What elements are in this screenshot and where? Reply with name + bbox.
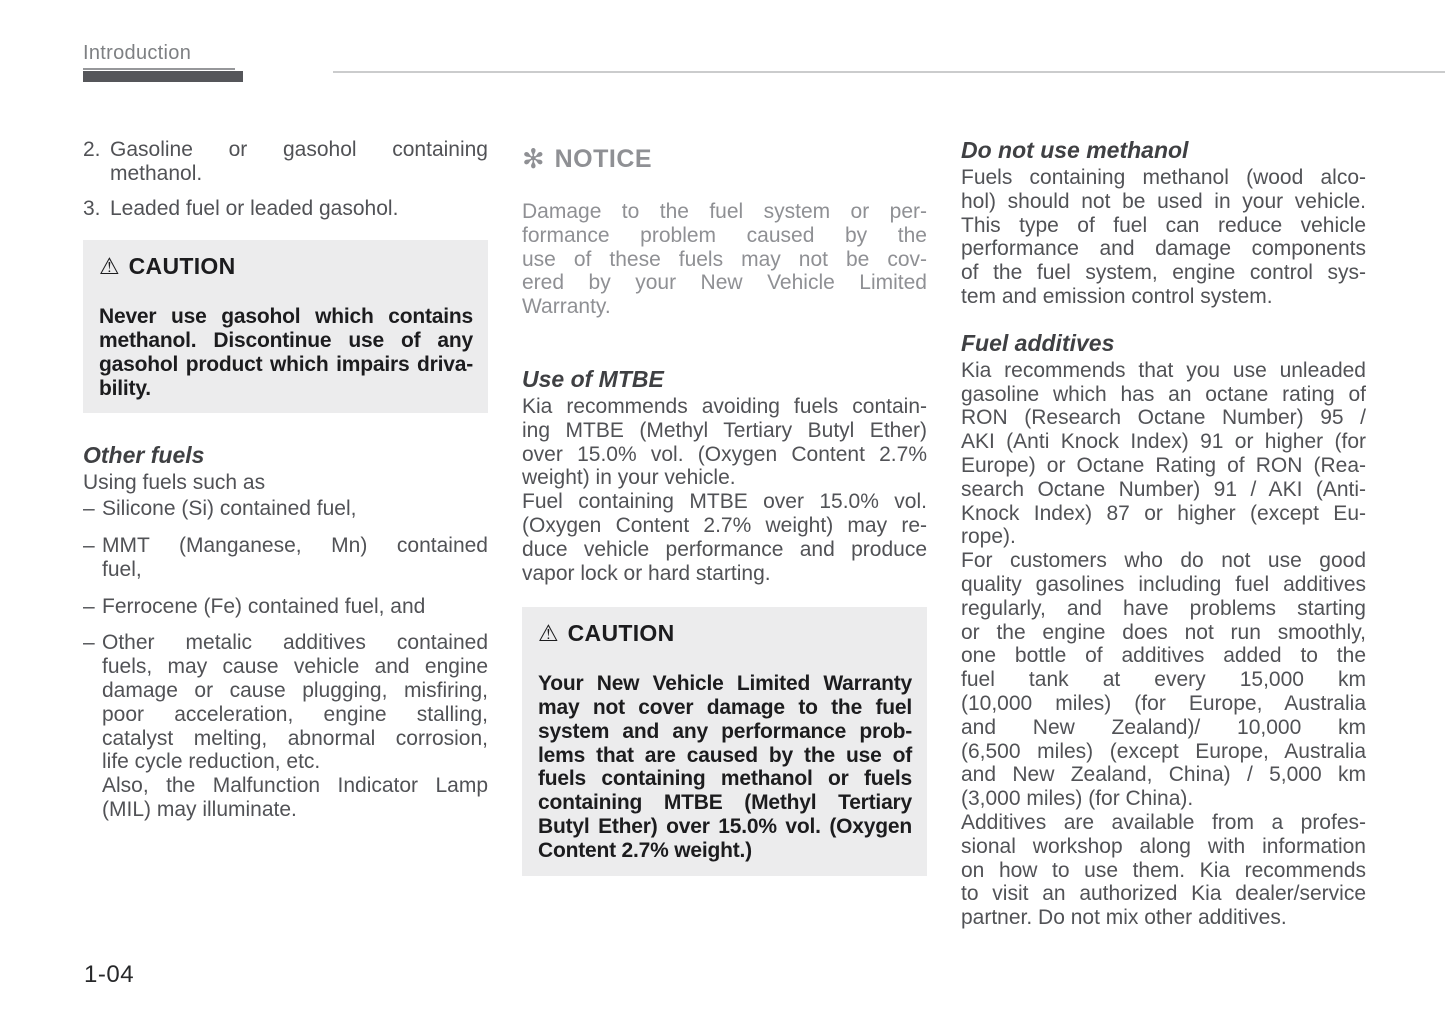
caution-box-warranty [522,607,927,875]
warning-triangle-icon: ⚠ [538,620,559,647]
paragraph: MMT (Manganese, Mn) contained fuel, [102,533,488,581]
section-heading-do-not-use-methanol: Do not use methanol [961,137,1189,163]
list-item [83,497,488,521]
caution-box-gasohol [83,240,488,413]
caution-body [99,305,473,400]
paragraph: Fuel containing MTBE over 15.0% vol. (Oxygen Content 2.7% weight) may re- duce vehicle performance and produce vapor lock or hard starting. [522,490,927,585]
notice-body [522,200,927,319]
notice-header [522,146,927,173]
additives-body [961,359,1366,930]
list-item-text [110,197,488,221]
content-columns [83,138,1365,930]
list-item-dash: – [83,631,95,655]
paragraph: Silicone (Si) contained fuel, [102,497,357,521]
paragraph: Kia recommends avoiding fuels contain- ing MTBE (Methyl Tertiary Butyl Ether) over 15.0% vol. (Oxygen Content 2.7% weight) in your vehicle. [522,394,927,490]
section-heading-fuel-additives: Fuel additives [961,329,1115,356]
list-item-text [110,138,488,186]
paragraph: Damage to the fuel system or per- formance problem caused by the use of these fuels may not be cov- ered by your New Vehicle Limited Warranty. [522,200,927,319]
paragraph: Ferrocene (Fe) contained fuel, and [102,594,426,618]
paragraph: Your New Vehicle Limited Warranty may not cover damage to the fuel system and any performance prob- lems that are caused by the use of fuels containing methanol or fuels containing MTBE (Methyl Tertiary Butyl Ether) over 15.0% vol. (Oxygen Content 2.7% weight.) [538,672,912,862]
list-item-dash: – [83,497,95,521]
list-item-text [102,595,488,619]
header-rule [333,71,1445,73]
caution-title: CAUTION [128,253,236,280]
list-item [83,595,488,619]
paragraph: Fuels containing methanol (wood alco- hol) should not be used in your vehicle. This type of fuel can reduce vehicle performance and damage components of the fuel system, engine control sys- tem and emission control system. [961,166,1366,308]
list-item-text [102,631,488,821]
list-item [83,197,488,221]
other-fuels-list [83,497,488,822]
paragraph: Never use gasohol which contains methanol. Discontinue use of any gasohol product which impairs driva- bility. [99,305,473,400]
list-item-number: 3. [83,196,101,220]
paragraph: Also, the Malfunction Indicator Lamp (MIL) may illuminate. [102,774,488,821]
list-item-text [102,534,488,582]
caution-header [538,622,912,646]
column-left [83,138,488,930]
column-middle [522,138,927,930]
list-item-dash: – [83,533,95,557]
list-item-number: 2. [83,138,101,161]
paragraph: Kia recommends that you use unleaded gasoline which has an octane rating of RON (Research Octane Number) 95 / AKI (Anti Knock Index) 91 or higher (for Europe) or Octane Rating of RON (Rea- search Octane Number) 91 / AKI (Anti- Knock Index) 87 or higher (except Eu- rope). [961,358,1366,549]
list-item [83,534,488,582]
section-heading-use-of-mtbe: Use of MTBE [522,365,664,392]
warning-triangle-icon: ⚠ [99,253,120,280]
paragraph: Gasoline or gasohol containing methanol. [110,138,488,185]
page-number: 1-04 [84,961,135,988]
paragraph: For customers who do not use good quality gasolines including fuel additives regularly, and have problems starting or the engine does not run smoothly, one bottle of additives added to the fuel tank at every 15,000 km (10,000 miles) (for Europe, Australia and New Zealand)/ 10,000 km (6,500 miles) (except Europe, Australia and New Zealand, China) / 5,000 km (3,000 miles) (for China). [961,549,1366,811]
list-item [83,631,488,821]
chapter-title-bar [83,71,243,82]
page-header [83,42,1365,80]
chapter-title: Introduction [83,42,235,70]
prohibited-fuels-list [83,138,488,220]
mtbe-body [522,395,927,585]
column-right [961,138,1366,930]
paragraph: Additives are available from a profes- sional workshop along with information on how to use them. Kia recommends to visit an authorized Kia dealer/service partner. Do not mix other additives. [961,810,1366,930]
paragraph: Other metalic additives contained fuels, may cause vehicle and engine damage or cause plugging, misfiring, poor acceleration, engine stalling, catalyst melting, abnormal corrosion, life cycle reduction, etc. [102,631,488,774]
caution-header [99,255,473,279]
notice-asterisk-icon: ✻ [522,144,545,175]
other-fuels-intro [83,471,488,495]
section-heading-other-fuels: Other fuels [83,442,205,469]
list-item-text [102,497,488,521]
methanol-body [961,166,1366,309]
caution-body [538,672,912,862]
paragraph: Leaded fuel or leaded gasohol. [110,196,399,220]
notice-title: NOTICE [554,144,653,173]
paragraph: Using fuels such as [83,471,266,495]
list-item [83,138,488,186]
list-item-dash: – [83,594,95,618]
caution-title: CAUTION [567,620,675,647]
